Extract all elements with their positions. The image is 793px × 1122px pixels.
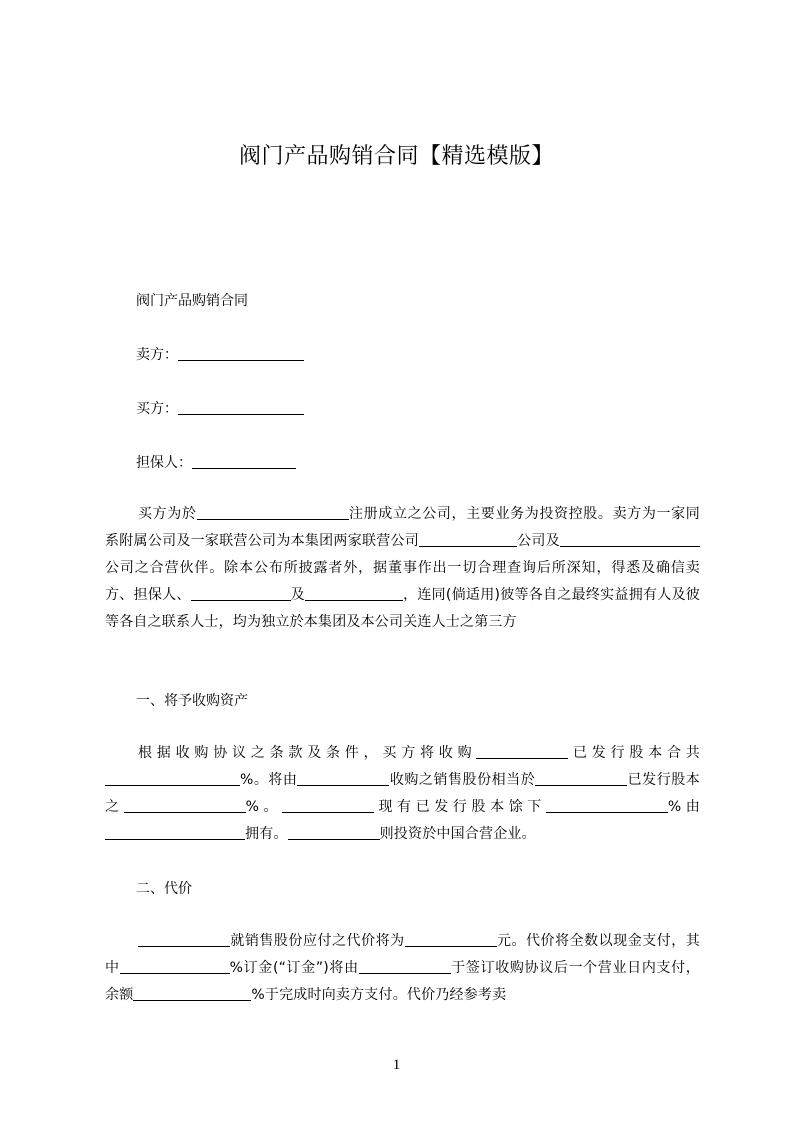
guarantor-line xyxy=(136,452,296,474)
buyer-line xyxy=(136,398,304,420)
para2-text-4: 收购之销售股份相当於 xyxy=(389,772,536,788)
para3-text-1: 就销售股份应付之代价将为 xyxy=(230,933,405,949)
para2-text-3: %。将由 xyxy=(240,772,298,788)
para1-blank-1 xyxy=(197,504,349,520)
para2-text-2: 已发行股本合共 xyxy=(568,745,700,761)
para2-text-6: %。 xyxy=(245,799,283,815)
para1-text-1: 买方为於 xyxy=(138,506,197,522)
para3-text-2: 元。代价将全数以现金支付，其中 xyxy=(105,933,700,976)
para1-blank-3 xyxy=(560,531,700,547)
section-2-heading: 二、代价 xyxy=(136,881,192,897)
para2-text-10: 则投资於中国合营企业。 xyxy=(379,826,536,842)
para3-blank-4 xyxy=(359,958,451,974)
para2-text-5: 已发行股本之 xyxy=(105,772,701,815)
para1-blank-5 xyxy=(305,585,403,601)
para2-blank-8 xyxy=(105,824,245,840)
para3-blank-1 xyxy=(138,931,230,947)
contract-subtitle: 阀门产品购销合同 xyxy=(136,293,248,309)
section-1-heading: 一、将予收购资产 xyxy=(136,693,248,709)
para2-blank-5 xyxy=(124,797,246,813)
para1-text-3: 公司及 xyxy=(517,533,560,549)
guarantor-blank xyxy=(192,453,296,469)
para1-blank-4 xyxy=(191,585,291,601)
para2-blank-6 xyxy=(282,797,374,813)
para2-blank-9 xyxy=(288,824,380,840)
page-number: 1 xyxy=(392,1057,401,1073)
paragraph-parties xyxy=(105,501,700,636)
buyer-label: 买方： xyxy=(136,401,178,417)
para2-text-1: 根据收购协议之条款及条件，买方将收购 xyxy=(138,745,477,761)
para3-blank-5 xyxy=(133,985,251,1001)
para2-text-9: 拥有。 xyxy=(245,826,288,842)
para1-text-5: 及 xyxy=(290,587,306,603)
para2-text-7: 现有已发行股本馀下 xyxy=(374,799,546,815)
para3-blank-2 xyxy=(405,931,497,947)
document-title: 阀门产品购销合同【精选模版】 xyxy=(238,144,554,169)
para2-blank-3 xyxy=(297,770,389,786)
para3-text-4: 于签订收购协议后一个营业日内支付，余额 xyxy=(105,960,701,1003)
para1-text-6: ，连同(倘适用)彼等各自之最终实益拥有人及彼等各自之联系人士，均为独立於本集团及本公司关连人士之第三方 xyxy=(105,587,700,630)
buyer-blank xyxy=(178,399,304,415)
para2-blank-1 xyxy=(476,743,568,759)
seller-blank xyxy=(178,345,304,361)
para3-text-5: %于完成时向卖方支付。代价乃经参考卖 xyxy=(251,987,507,1003)
para2-text-8: %由 xyxy=(667,799,701,815)
para2-blank-2 xyxy=(105,770,240,786)
guarantor-label: 担保人： xyxy=(136,455,192,471)
para1-blank-2 xyxy=(419,531,517,547)
para2-blank-7 xyxy=(546,797,668,813)
seller-label: 卖方： xyxy=(136,347,178,363)
para1-text-2: 注册成立之公司，主要业务为投资控股。卖方为一家同系附属公司及一家联营公司为本集团两家联营公司 xyxy=(105,506,700,549)
para2-blank-4 xyxy=(535,770,627,786)
seller-line xyxy=(136,344,304,366)
para3-text-3: %订金(“订金”)将由 xyxy=(229,960,359,976)
para3-blank-3 xyxy=(120,958,230,974)
para1-text-4: 公司之合营伙伴。除本公布所披露者外，据董事作出一切合理查询后所深知，得悉及确信卖方、担保人、 xyxy=(105,560,700,603)
paragraph-consideration xyxy=(105,928,700,1009)
paragraph-assets xyxy=(105,740,700,848)
